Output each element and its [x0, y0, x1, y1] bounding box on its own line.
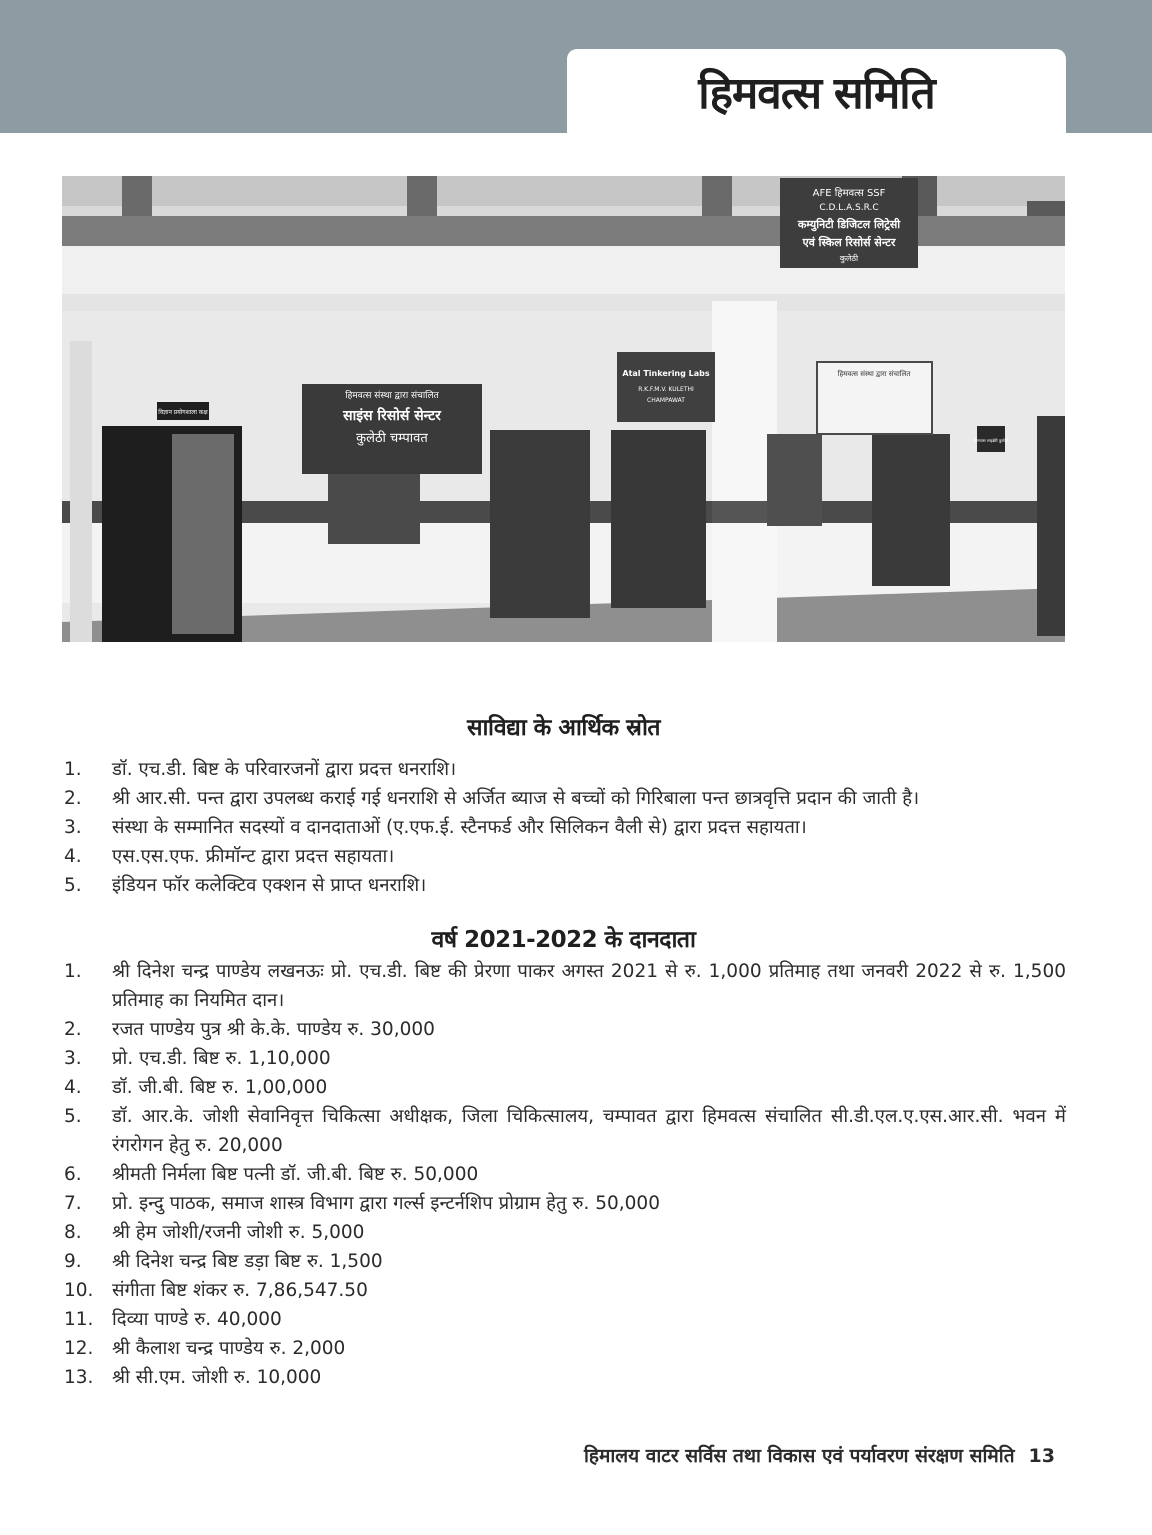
item-number: 7. [64, 1193, 82, 1214]
donors-list [0, 957, 1066, 1392]
roof-sign-bottom: कुलेठी [839, 254, 859, 263]
page-number: 13 [1028, 1445, 1055, 1467]
item-number: 4. [64, 846, 82, 867]
list-item [0, 1276, 1066, 1305]
item-text: प्रो. एच.डी. बिष्ट रु. 1,10,000 [112, 1048, 331, 1069]
list-item [0, 813, 1066, 842]
item-number: 6. [64, 1164, 82, 1185]
footer-text: हिमालय वाटर सर्विस तथा विकास एवं पर्यावरण संरक्षण समिति [583, 1445, 1015, 1467]
sources-heading: साविद्या के आर्थिक स्रोत [466, 715, 661, 741]
atal-line3: CHAMPAWAT [647, 397, 685, 404]
list-item [0, 1102, 1066, 1160]
building-photo [62, 176, 1065, 642]
list-item [0, 1044, 1066, 1073]
list-item [0, 1160, 1066, 1189]
item-text: इंडियन फॉर कलेक्टिव एक्शन से प्राप्त धनराशि। [112, 875, 427, 896]
list-item [0, 1073, 1066, 1102]
item-text: श्री कैलाश चन्द्र पाण्डेय रु. 2,000 [112, 1338, 346, 1359]
item-text: डॉ. एच.डी. बिष्ट के परिवारजनों द्वारा प्रदत्त धनराशि। [112, 759, 457, 780]
page-footer [584, 1442, 1055, 1468]
list-item [0, 1189, 1066, 1218]
donors-heading: वर्ष 2021-2022 के दानदाता [431, 927, 696, 953]
item-number: 4. [64, 1077, 82, 1098]
board-top: हिमवत्स संस्था द्वारा संचालित [345, 391, 439, 401]
list-item [0, 1334, 1066, 1363]
list-item [0, 957, 1066, 1015]
item-number: 10. [64, 1280, 94, 1301]
sources-list [0, 755, 1066, 900]
board-main: साइंस रिसोर्स सेन्टर [343, 408, 441, 424]
item-number: 2. [64, 1019, 82, 1040]
lab-plate: विज्ञान प्रयोगशाला कक्ष [158, 409, 208, 416]
item-text: श्री सी.एम. जोशी रु. 10,000 [112, 1367, 322, 1388]
roof-sign-line2: एवं स्किल रिसोर्स सेन्टर [802, 236, 896, 249]
item-text: श्री दिनेश चन्द्र पाण्डेय लखनऊः प्रो. एच.डी. बिष्ट की प्रेरणा पाकर अगस्त 2021 से रु. 1,000 प्रतिमाह तथा जनवरी 2022 से रु. 1,500 प्रतिमाह का नियमित दान। [112, 961, 1066, 1011]
item-text: श्री दिनेश चन्द्र बिष्ट डड़ा बिष्ट रु. 1,500 [112, 1251, 383, 1272]
item-number: 1. [64, 759, 82, 780]
page-title: हिमवत्स समिति [698, 68, 935, 119]
title-tab [567, 49, 1066, 133]
item-number: 5. [64, 1106, 82, 1127]
roof-sign-mid: C.D.L.A.S.R.C [819, 203, 879, 213]
item-text: डॉ. जी.बी. बिष्ट रु. 1,00,000 [112, 1077, 328, 1098]
list-item [0, 1218, 1066, 1247]
board-sub: कुलेठी चम्पावत [356, 431, 428, 446]
item-number: 3. [64, 817, 82, 838]
item-number: 5. [64, 875, 82, 896]
item-text: संगीता बिष्ट शंकर रु. 7,86,547.50 [112, 1280, 368, 1301]
right-board-top: हिमवत्स संस्था द्वारा संचालित [837, 370, 911, 378]
item-text: दिव्या पाण्डे रु. 40,000 [112, 1309, 282, 1330]
item-text: रजत पाण्डेय पुत्र श्री के.के. पाण्डेय रु. 30,000 [112, 1019, 435, 1040]
item-number: 12. [64, 1338, 94, 1359]
atal-line2: R.K.F.M.V. KULETHI [638, 386, 694, 393]
item-number: 2. [64, 788, 82, 809]
item-text: श्रीमती निर्मला बिष्ट पत्नी डॉ. जी.बी. बिष्ट रु. 50,000 [112, 1164, 479, 1185]
list-item [0, 755, 1066, 784]
item-text: एस.एस.एफ. फ्रीमॉन्ट द्वारा प्रदत्त सहायता। [112, 846, 395, 867]
roof-sign-line1: कम्युनिटी डिजिटल लिट्रेसी [797, 218, 901, 231]
list-item [0, 842, 1066, 871]
list-item [0, 1363, 1066, 1392]
item-text: श्री आर.सी. पन्त द्वारा उपलब्ध कराई गई धनराशि से अर्जित ब्याज से बच्चों को गिरिबाला पन्त छात्रवृत्ति प्रदान की जाती है। [112, 788, 920, 809]
atal-line1: Atal Tinkering Labs [622, 369, 710, 378]
item-text: प्रो. इन्दु पाठक, समाज शास्त्र विभाग द्वारा गर्ल्स इन्टर्नशिप प्रोग्राम हेतु रु. 50,000 [112, 1193, 660, 1214]
list-item [0, 1247, 1066, 1276]
item-number: 8. [64, 1222, 82, 1243]
item-text: डॉ. आर.के. जोशी सेवानिवृत्त चिकित्सा अधीक्षक, जिला चिकित्सालय, चम्पावत द्वारा हिमवत्स संचालित सी.डी.एल.ए.एस.आर.सी. भवन में रंगरोगन हेतु रु. 20,000 [112, 1106, 1066, 1156]
list-item [0, 784, 1066, 813]
small-sign: हिमवत्स लाइब्रेरी कुलेठी [974, 438, 1008, 443]
item-text: संस्था के सम्मानित सदस्यों व दानदाताओं (ए.एफ.ई. स्टैनफर्ड और सिलिकन वैली से) द्वारा प्रदत्त सहायता। [112, 817, 807, 838]
item-number: 1. [64, 961, 82, 982]
item-text: श्री हेम जोशी/रजनी जोशी रु. 5,000 [112, 1222, 365, 1243]
item-number: 13. [64, 1367, 94, 1388]
item-number: 3. [64, 1048, 82, 1069]
list-item [0, 871, 1066, 900]
item-number: 9. [64, 1251, 82, 1272]
list-item [0, 1305, 1066, 1334]
item-number: 11. [64, 1309, 94, 1330]
roof-sign-top: AFE हिमवत्स SSF [812, 188, 886, 199]
list-item [0, 1015, 1066, 1044]
